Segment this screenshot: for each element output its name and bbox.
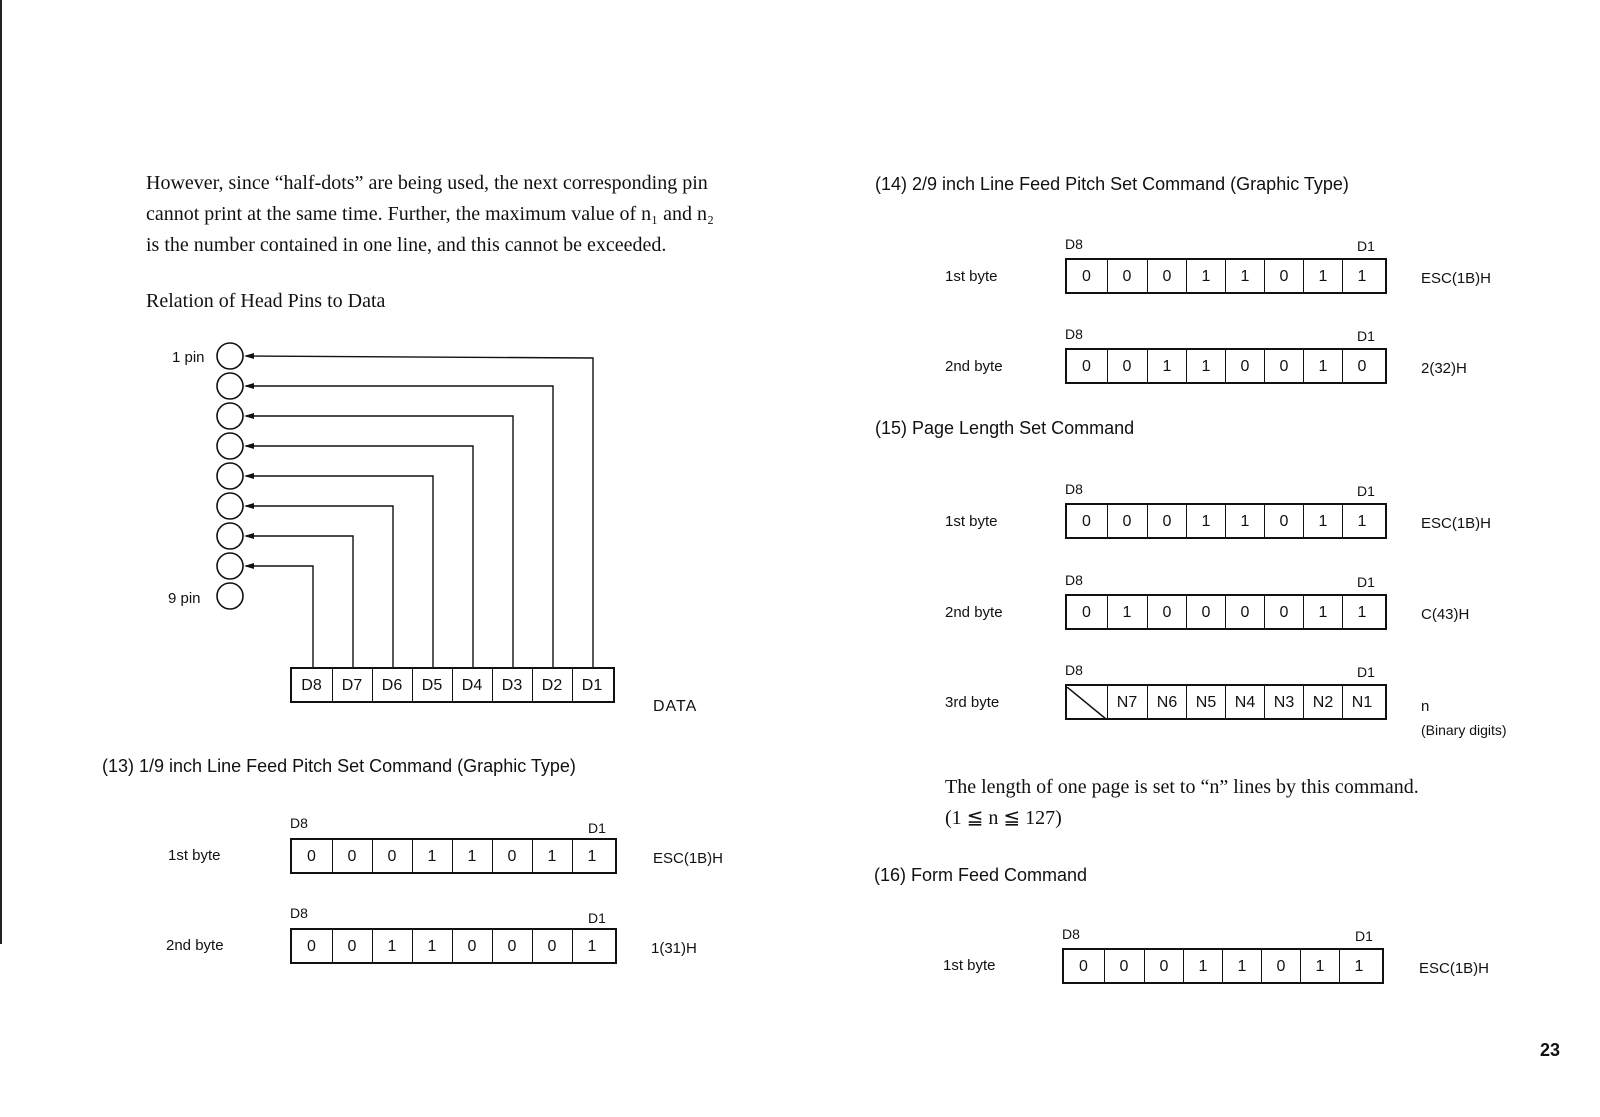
byte-label: 3rd byte [945, 694, 1000, 711]
data-cell-d7: D7 [332, 669, 371, 703]
byte-value: ESC(1B)H [1421, 270, 1492, 287]
byte-row [1065, 258, 1387, 294]
bit-cell: 0 [1264, 350, 1303, 384]
intro-line-1: However, since “half-dots” are being used, the next corresponding pin [146, 172, 708, 194]
page-number: 23 [1540, 1040, 1561, 1060]
data-bit-row [290, 667, 615, 703]
bit-cell: 0 [1082, 268, 1091, 285]
bit-cell: 0 [1104, 950, 1143, 984]
bit-cell: N2 [1303, 686, 1342, 720]
bit-cell: 1 [1339, 950, 1378, 984]
intro-paragraph [146, 168, 714, 261]
bit-cell: 1 [572, 840, 611, 874]
byte-label: 1st byte [945, 268, 998, 285]
lsb-label: D1 [588, 910, 606, 926]
byte-note: (Binary digits) [1421, 722, 1507, 738]
byte-row [1065, 594, 1387, 630]
pin-8 [217, 553, 243, 579]
msb-label: D8 [1065, 572, 1083, 588]
bit-cell: 1 [1186, 350, 1225, 384]
data-cell-d6: D6 [372, 669, 411, 703]
bit-cell: 0 [1225, 596, 1264, 630]
line-d1 [246, 356, 593, 667]
lsb-label: D1 [1357, 574, 1375, 590]
byte-row [1065, 684, 1387, 720]
byte-label: 2nd byte [945, 604, 1003, 621]
bit-cell: 0 [1147, 505, 1186, 539]
byte-value: C(43)H [1421, 606, 1470, 623]
bit-cell: 1 [1225, 260, 1264, 294]
bit-cell: 1 [1222, 950, 1261, 984]
msb-label: D8 [1065, 236, 1083, 252]
bit-cell: 1 [532, 840, 571, 874]
bit-cell: 0 [492, 840, 531, 874]
bit-cell: N4 [1225, 686, 1264, 720]
msb-label: D8 [1065, 326, 1083, 342]
byte-row [1065, 503, 1387, 539]
byte-row [290, 928, 617, 964]
pin-7 [217, 523, 243, 549]
bit-cell: 0 [332, 930, 371, 964]
byte-row [290, 838, 617, 874]
section-16-title: (16) Form Feed Command [874, 865, 1088, 885]
pin-circles [217, 343, 243, 609]
data-cell-d2: D2 [532, 669, 571, 703]
bit-cell: 0 [332, 840, 371, 874]
byte-value: n [1421, 698, 1430, 715]
msb-label: D8 [290, 815, 308, 831]
section-15-title: (15) Page Length Set Command [875, 418, 1135, 438]
bit-cell: 0 [1147, 596, 1186, 630]
bit-cell: N7 [1107, 686, 1146, 720]
byte-label: 1st byte [168, 847, 221, 864]
bit-cell: 1 [1342, 596, 1381, 630]
intro-line-3: is the number contained in one line, and this cannot be exceeded. [146, 234, 667, 256]
byte-value: ESC(1B)H [1419, 960, 1490, 977]
data-cell-d4: D4 [452, 669, 491, 703]
byte-label: 1st byte [945, 513, 998, 530]
bit-cell: 0 [1342, 350, 1381, 384]
bit-cell: 0 [452, 930, 491, 964]
bit-cell: 0 [492, 930, 531, 964]
bit-cell: 1 [1225, 505, 1264, 539]
pin-9 [217, 583, 243, 609]
bit-cell: 0 [532, 930, 571, 964]
pin-6 [217, 493, 243, 519]
bit-cell: 1 [412, 930, 451, 964]
bit-cell: 1 [412, 840, 451, 874]
lsb-label: D1 [1357, 328, 1375, 344]
bit-cell: 0 [1079, 958, 1088, 975]
bit-cell: 1 [1342, 505, 1381, 539]
lsb-label: D1 [1357, 483, 1375, 499]
line-d6 [246, 506, 393, 667]
bit-cell: 0 [1082, 513, 1091, 530]
byte-value: ESC(1B)H [1421, 515, 1492, 532]
section-14-title: (14) 2/9 inch Line Feed Pitch Set Command (Graphic Type) [875, 174, 1349, 194]
line-d8 [246, 566, 313, 667]
bit-cell: 0 [1261, 950, 1300, 984]
byte-label: 1st byte [943, 957, 996, 974]
diagonal-slash-icon [1067, 687, 1106, 719]
bit-cell: 1 [1303, 596, 1342, 630]
data-label: DATA [653, 698, 698, 715]
bit-cell: 0 [372, 840, 411, 874]
bit-cell: N1 [1342, 686, 1381, 720]
bit-cell: 1 [1186, 505, 1225, 539]
line-d7 [246, 536, 353, 667]
arrowheads [244, 353, 254, 569]
line-d5 [246, 476, 433, 667]
line-d4 [246, 446, 473, 667]
bit-cell: 0 [1147, 260, 1186, 294]
data-cell-d8: D8 [301, 677, 322, 694]
pin-1-label: 1 pin [172, 349, 205, 366]
bit-cell: 1 [1303, 260, 1342, 294]
bit-cell: 1 [1303, 350, 1342, 384]
bit-cell: 1 [1186, 260, 1225, 294]
data-cell-d1: D1 [572, 669, 611, 703]
byte-value: 1(31)H [651, 940, 697, 957]
pin-5 [217, 463, 243, 489]
pin-4 [217, 433, 243, 459]
unused-bit-cell [1067, 686, 1106, 720]
byte-value: 2(32)H [1421, 360, 1467, 377]
relation-title: Relation of Head Pins to Data [146, 290, 386, 312]
bit-cell: 1 [1147, 350, 1186, 384]
bit-cell: 1 [1183, 950, 1222, 984]
bit-cell: 1 [1303, 505, 1342, 539]
byte-label: 2nd byte [945, 358, 1003, 375]
bit-cell: 0 [307, 848, 316, 865]
lsb-label: D1 [1357, 664, 1375, 680]
bit-cell: 0 [1107, 350, 1146, 384]
msb-label: D8 [1065, 481, 1083, 497]
byte-value: ESC(1B)H [653, 850, 724, 867]
page-edge-rule [0, 0, 2, 944]
bit-cell: N3 [1264, 686, 1303, 720]
intro-line-2: cannot print at the same time. Further, the maximum value of n₁ and n₂ [146, 203, 714, 225]
lsb-label: D1 [588, 820, 606, 836]
pin-1 [217, 343, 243, 369]
bit-cell: 0 [1225, 350, 1264, 384]
bit-cell: 0 [1144, 950, 1183, 984]
data-cell-d3: D3 [492, 669, 531, 703]
byte-row [1062, 948, 1384, 984]
byte-label: 2nd byte [166, 937, 224, 954]
bit-cell: 0 [1186, 596, 1225, 630]
msb-label: D8 [1062, 926, 1080, 942]
bit-cell: 1 [1300, 950, 1339, 984]
bit-cell: 1 [1342, 260, 1381, 294]
pin-9-label: 9 pin [168, 590, 201, 607]
bit-cell: 0 [1082, 604, 1091, 621]
section-15-range: (1 ≦ n ≦ 127) [945, 807, 1062, 829]
bit-cell: 1 [1107, 596, 1146, 630]
section-13-title: (13) 1/9 inch Line Feed Pitch Set Command (Graphic Type) [102, 756, 576, 776]
lsb-label: D1 [1355, 928, 1373, 944]
bit-cell: 0 [1107, 505, 1146, 539]
bit-cell: 1 [372, 930, 411, 964]
pin-3 [217, 403, 243, 429]
bit-cell: 0 [1264, 505, 1303, 539]
pin-connection-lines [246, 356, 593, 667]
data-cell-d5: D5 [412, 669, 451, 703]
byte-row [1065, 348, 1387, 384]
bit-cell: N6 [1147, 686, 1186, 720]
msb-label: D8 [290, 905, 308, 921]
bit-cell: 0 [1264, 260, 1303, 294]
bit-cell: 0 [1107, 260, 1146, 294]
bit-cell: 0 [1082, 358, 1091, 375]
bit-cell: 1 [572, 930, 611, 964]
bit-cell: 0 [1264, 596, 1303, 630]
lsb-label: D1 [1357, 238, 1375, 254]
pin-2 [217, 373, 243, 399]
bit-cell: N5 [1186, 686, 1225, 720]
section-15-description: The length of one page is set to “n” lines by this command. [945, 776, 1419, 798]
line-d2 [246, 386, 553, 667]
bit-cell: 0 [307, 938, 316, 955]
bit-cell: 1 [452, 840, 491, 874]
msb-label: D8 [1065, 662, 1083, 678]
